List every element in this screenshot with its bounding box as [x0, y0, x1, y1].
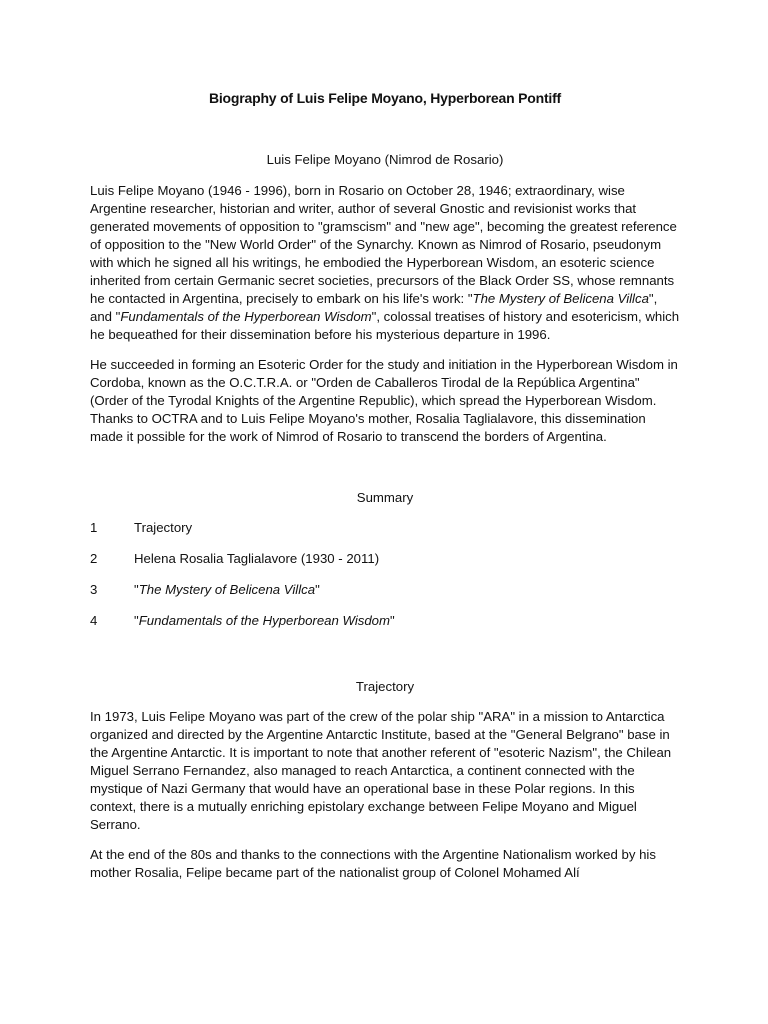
summary-item-label: Trajectory	[134, 520, 193, 535]
trajectory-heading: Trajectory	[355, 679, 415, 694]
summary-heading: Summary	[356, 490, 414, 505]
intro-text-a: Luis Felipe Moyano (1946 - 1996), born in Rosario on October 28, 1946; extraordinary, wise Argentine researcher, historian and writer, author of several Gnostic and revisionist works that generated movements of opposition to "gramscism" and "new age", becoming the greatest reference of opposition to the "New World Order" of the Synarchy. Known as Nimrod of Rosario, pseudonym with which he signed all his writings, he embodied the Hyperborean Wisdom, an esoteric science inherited from certain Germanic secret societies, precursors of the Black Order SS, whose remnants he contacted in Argentina, precisely to embark on his life's work: "	[90, 183, 677, 306]
summary-item[interactable]	[90, 550, 680, 568]
book-title-fundamentals: Fundamentals of the Hyperborean Wisdom	[120, 309, 372, 324]
trajectory-paragraph-1: In 1973, Luis Felipe Moyano was part of the crew of the polar ship "ARA" in a mission to Antarctica organized and directed by the Argentine Antarctic Institute, based at the "General Belgrano" base in the Argentine Antarctic. It is important to note that another referent of "esoteric Nazism", the Chilean Miguel Serrano Fernandez, also managed to reach Antarctica, a continent connected with the mystique of Nazi Germany that would have an operational base in these Polar regions. In this context, there is a mutually enriching epistolary exchange between Felipe Moyano and Miguel Serrano.	[90, 709, 672, 832]
document-body	[90, 90, 680, 894]
summary-item[interactable]	[90, 519, 680, 537]
document-subtitle: Luis Felipe Moyano (Nimrod de Rosario)	[266, 152, 504, 167]
spacer	[90, 643, 680, 679]
summary-item-label: "The Mystery of Belicena Villca"	[134, 582, 320, 597]
document-title: Biography of Luis Felipe Moyano, Hyperborean Pontiff	[208, 90, 562, 106]
spacer	[90, 458, 680, 490]
summary-list	[90, 519, 680, 630]
summary-item-label: Helena Rosalia Taglialavore (1930 - 2011)	[134, 551, 380, 566]
summary-item-number: 2	[90, 551, 98, 566]
summary-item-number: 1	[90, 520, 98, 535]
summary-item-label: "Fundamentals of the Hyperborean Wisdom"	[134, 613, 395, 628]
intro-text-c: ", and "	[90, 291, 658, 324]
intro-paragraph-1	[90, 182, 680, 344]
summary-item[interactable]	[90, 581, 680, 599]
summary-item-number: 4	[90, 613, 98, 628]
intro-paragraph-2: He succeeded in forming an Esoteric Order for the study and initiation in the Hyperborean Wisdom in Cordoba, known as the O.C.T.R.A. or "Orden de Caballeros Tirodal de la República Argentina" (Order of the Tyrodal Knights of the Argentine Republic), which spread the Hyperborean Wisdom. Thanks to OCTRA and to Luis Felipe Moyano's mother, Rosalia Taglialavore, this dissemination made it possible for the work of Nimrod of Rosario to transcend the borders of Argentina.	[90, 357, 678, 444]
intro-text-e: ", colossal treatises of history and esotericism, which he bequeathed for their dissemination before his mysterious departure in 1996.	[90, 309, 680, 342]
trajectory-paragraph-2: At the end of the 80s and thanks to the connections with the Argentine Nationalism worked by his mother Rosalia, Felipe became part of the nationalist group of Colonel Mohamed Alí	[90, 847, 656, 880]
summary-item[interactable]	[90, 612, 680, 630]
summary-item-number: 3	[90, 582, 98, 597]
book-title-mystery: The Mystery of Belicena Villca	[472, 291, 649, 306]
